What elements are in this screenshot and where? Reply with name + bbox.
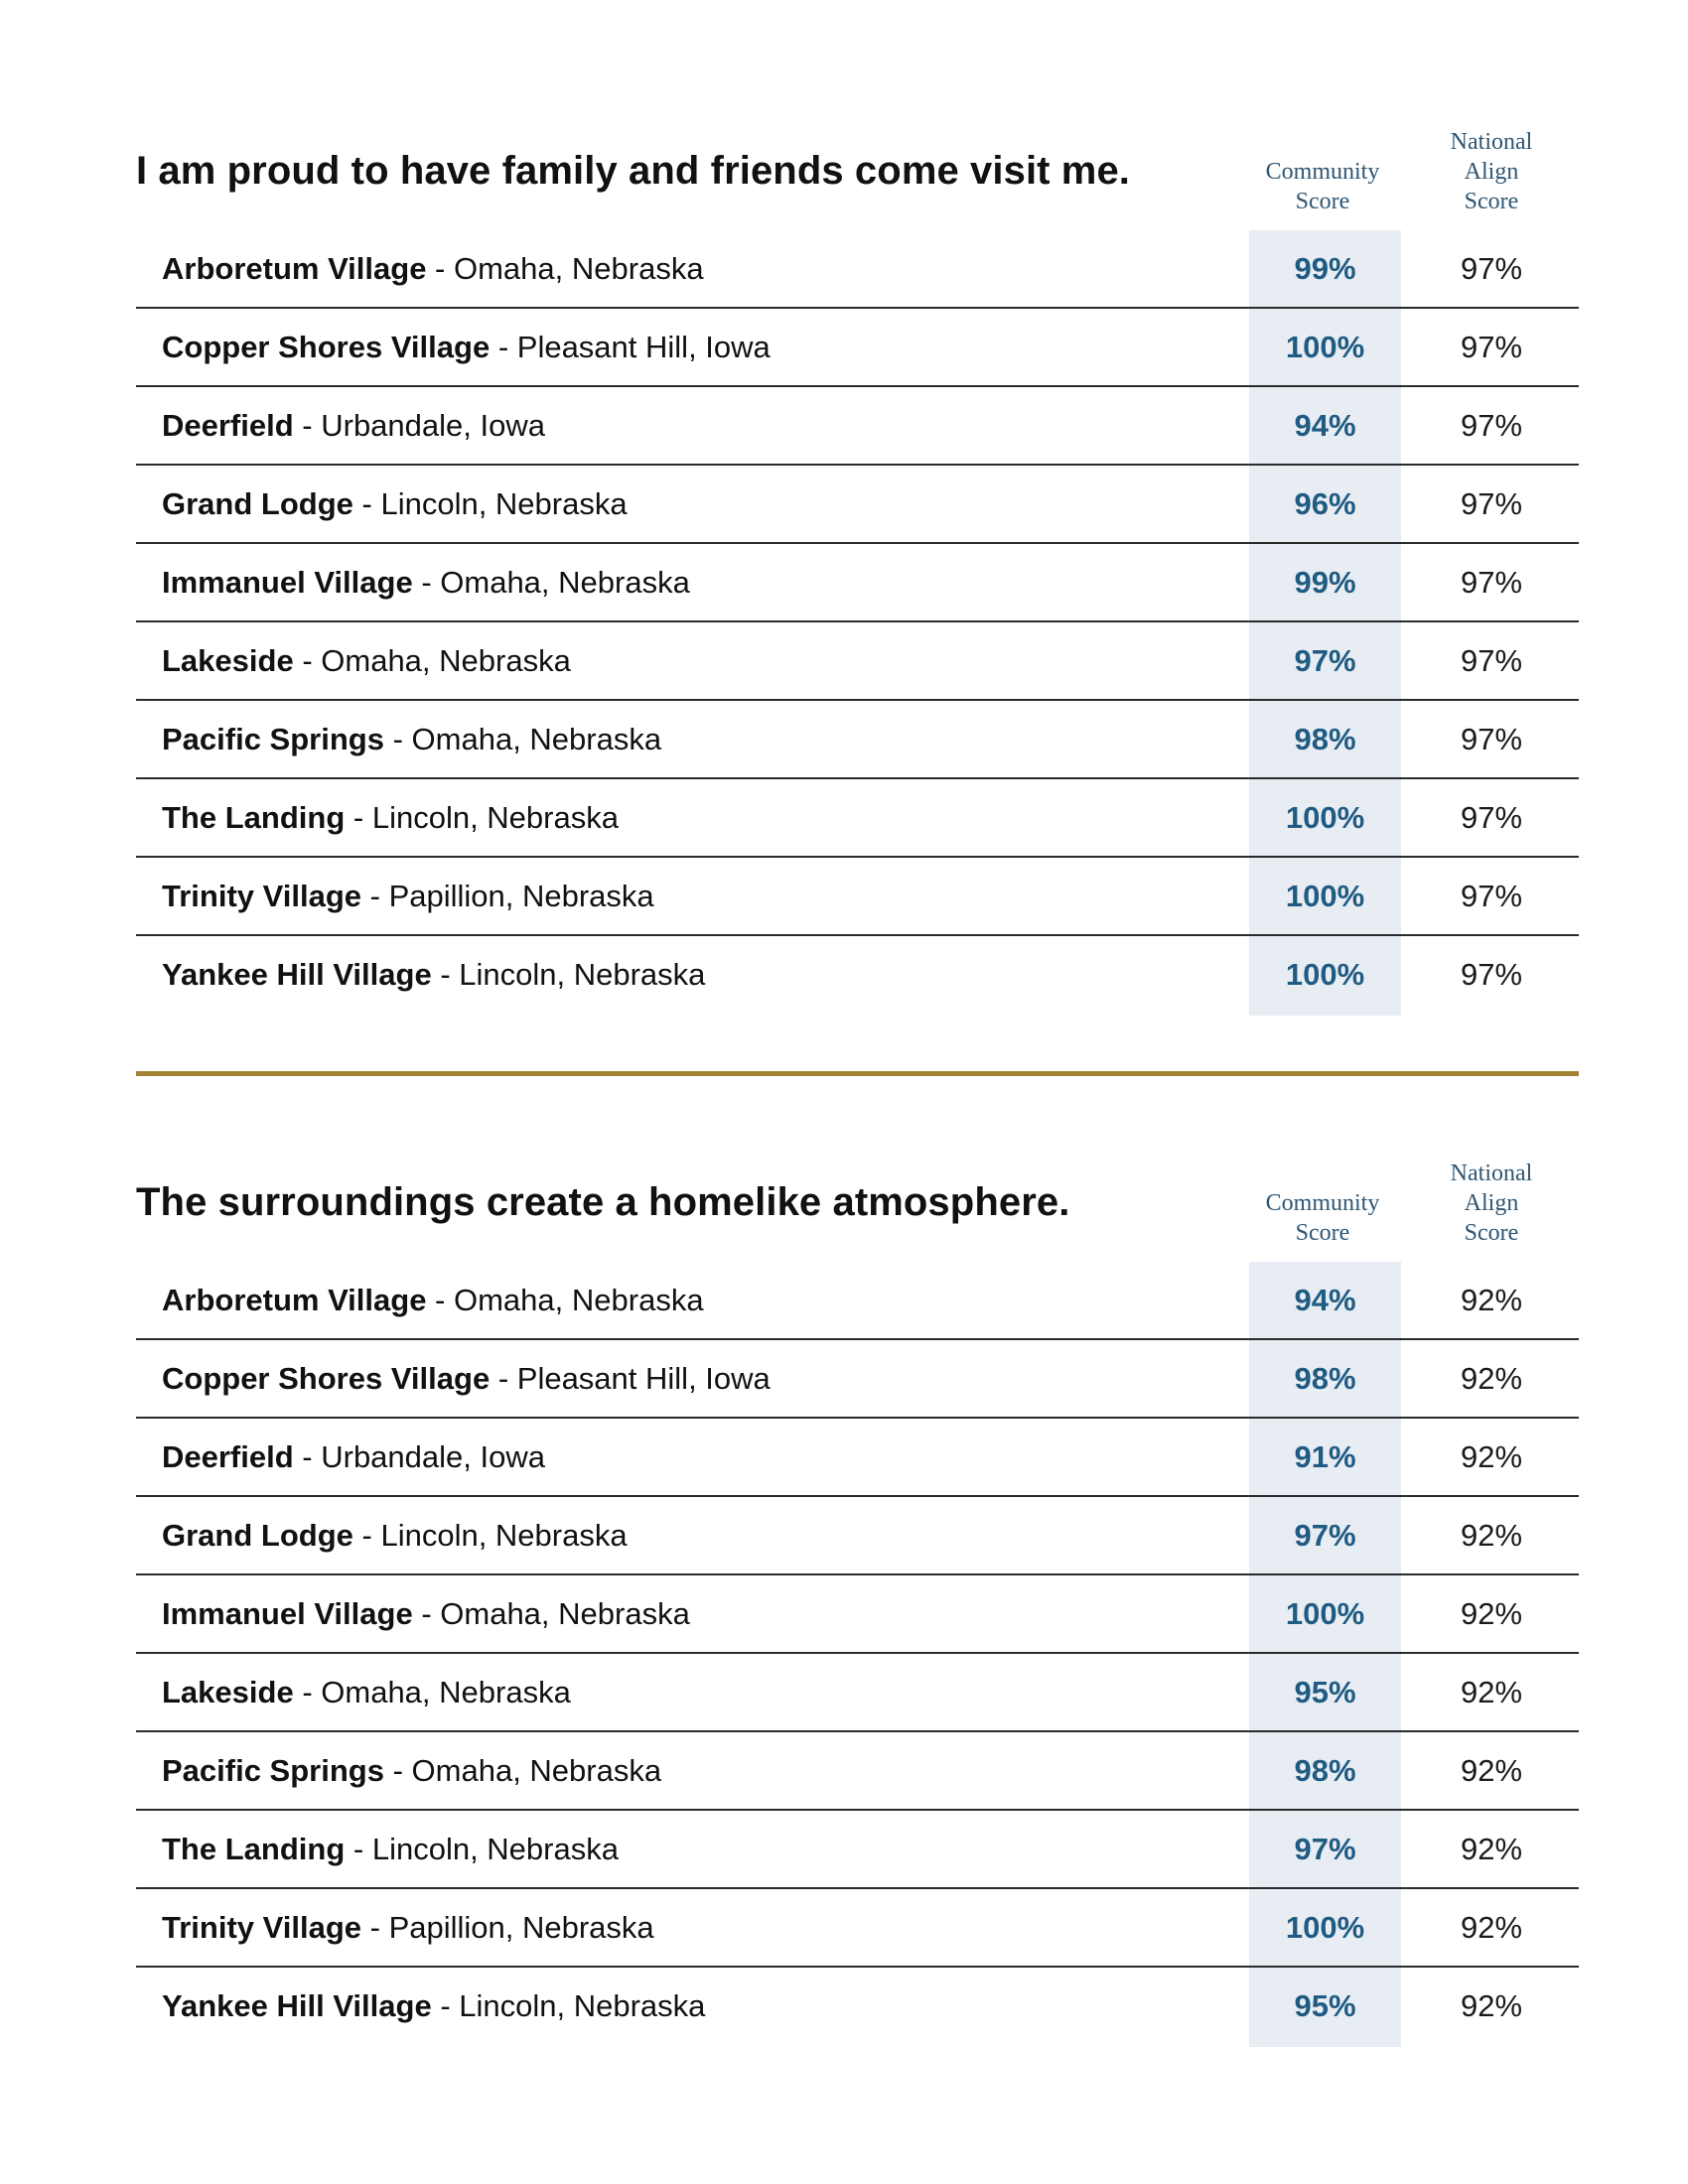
score-table [136,230,1579,1016]
community-score: 100% [1285,1910,1365,1945]
community-location: Omaha, Nebraska [321,1675,571,1709]
community-name: Pacific Springs - Omaha, Nebraska [162,722,662,756]
community-title: Pacific Springs [162,722,384,756]
table-row [136,779,1579,858]
community-score: 91% [1294,1439,1356,1474]
community-location: Urbandale, Iowa [321,1439,545,1474]
community-name: Pacific Springs - Omaha, Nebraska [162,1753,662,1788]
community-score: 98% [1294,1361,1356,1396]
community-title: Yankee Hill Village [162,1988,432,2023]
community-location: Urbandale, Iowa [321,408,545,443]
community-title: Arboretum Village [162,1283,427,1317]
table-row [136,1575,1579,1654]
section-header [136,1139,1579,1262]
community-location: Lincoln, Nebraska [459,957,706,992]
community-score: 95% [1294,1675,1356,1709]
table-row [136,858,1579,936]
community-location: Papillion, Nebraska [388,1910,654,1945]
community-name: Yankee Hill Village - Lincoln, Nebraska [162,1988,706,2023]
section-divider [136,1071,1579,1076]
table-row [136,309,1579,387]
community-location: Omaha, Nebraska [411,1753,662,1788]
question-title: I am proud to have family and friends come visit me. [136,149,1131,193]
community-location: Omaha, Nebraska [321,643,571,678]
community-score: 96% [1294,486,1356,521]
community-score: 97% [1294,1832,1356,1866]
community-location: Pleasant Hill, Iowa [516,330,771,364]
community-score: 94% [1294,1283,1356,1317]
national-align-score: 97% [1460,643,1523,678]
community-title: Trinity Village [162,879,362,913]
community-location: Papillion, Nebraska [388,879,654,913]
community-score: 100% [1285,800,1365,835]
community-location: Lincoln, Nebraska [371,800,619,835]
community-name: Copper Shores Village - Pleasant Hill, Iowa [162,330,771,364]
national-align-score: 92% [1460,1439,1523,1474]
community-name: Trinity Village - Papillion, Nebraska [162,1910,654,1945]
national-align-score: 97% [1460,565,1523,600]
community-title: Lakeside [162,643,294,678]
community-title: Copper Shores Village [162,1361,491,1396]
national-align-score-header: National Align Score [1450,1160,1533,1246]
national-align-score: 92% [1460,1988,1523,2023]
community-name: Lakeside - Omaha, Nebraska [162,643,571,678]
national-align-score: 97% [1460,486,1523,521]
community-score: 94% [1294,408,1356,443]
national-align-score: 92% [1460,1910,1523,1945]
section-header [136,107,1579,230]
community-location: Omaha, Nebraska [411,722,662,756]
community-score: 100% [1285,879,1365,913]
table-row [136,544,1579,622]
community-score-header: Community Score [1265,159,1380,214]
table-row [136,1419,1579,1497]
national-align-score: 92% [1460,1518,1523,1553]
table-row [136,1968,1579,2047]
community-location: Omaha, Nebraska [440,1596,690,1631]
community-title: Pacific Springs [162,1753,384,1788]
community-score: 99% [1294,251,1356,286]
community-name: The Landing - Lincoln, Nebraska [162,1832,619,1866]
community-location: Omaha, Nebraska [454,251,704,286]
community-score: 100% [1285,957,1365,992]
national-align-score: 92% [1460,1675,1523,1709]
table-row [136,1262,1579,1340]
community-location: Pleasant Hill, Iowa [516,1361,771,1396]
community-score: 100% [1285,1596,1365,1631]
table-row [136,1654,1579,1732]
table-row [136,1811,1579,1889]
community-name: Lakeside - Omaha, Nebraska [162,1675,571,1709]
community-name: Copper Shores Village - Pleasant Hill, Iowa [162,1361,771,1396]
community-name: Grand Lodge - Lincoln, Nebraska [162,1518,628,1553]
community-location: Lincoln, Nebraska [380,486,628,521]
community-name: Yankee Hill Village - Lincoln, Nebraska [162,957,706,992]
question-title: The surroundings create a homelike atmosphere. [136,1180,1070,1224]
national-align-score: 97% [1460,957,1523,992]
community-title: Grand Lodge [162,1518,353,1553]
score-table [136,1262,1579,2047]
national-align-score: 97% [1460,408,1523,443]
community-score: 97% [1294,643,1356,678]
national-align-score: 92% [1460,1283,1523,1317]
community-name: Arboretum Village - Omaha, Nebraska [162,1283,704,1317]
community-title: Trinity Village [162,1910,362,1945]
national-align-score: 97% [1460,330,1523,364]
national-align-score-header: National Align Score [1450,129,1533,214]
community-location: Omaha, Nebraska [454,1283,704,1317]
community-score: 95% [1294,1988,1356,2023]
table-row [136,387,1579,466]
community-title: Yankee Hill Village [162,957,432,992]
table-row [136,1497,1579,1575]
community-score: 99% [1294,565,1356,600]
community-location: Omaha, Nebraska [440,565,690,600]
national-align-score: 92% [1460,1753,1523,1788]
table-row [136,936,1579,1016]
community-title: The Landing [162,1832,346,1866]
table-row [136,230,1579,309]
community-title: Lakeside [162,1675,294,1709]
community-location: Lincoln, Nebraska [380,1518,628,1553]
table-row [136,1732,1579,1811]
national-align-score: 97% [1460,879,1523,913]
table-row [136,1889,1579,1968]
community-title: Grand Lodge [162,486,353,521]
survey-section [136,1139,1579,2047]
community-title: Copper Shores Village [162,330,491,364]
community-score: 97% [1294,1518,1356,1553]
community-location: Lincoln, Nebraska [371,1832,619,1866]
national-align-score: 97% [1460,251,1523,286]
table-row [136,701,1579,779]
community-score: 98% [1294,1753,1356,1788]
community-name: Trinity Village - Papillion, Nebraska [162,879,654,913]
community-score: 98% [1294,722,1356,756]
table-row [136,622,1579,701]
community-title: Arboretum Village [162,251,427,286]
community-title: Immanuel Village [162,565,413,600]
community-title: Deerfield [162,408,294,443]
community-name: Immanuel Village - Omaha, Nebraska [162,1596,690,1631]
table-row [136,1340,1579,1419]
national-align-score: 92% [1460,1596,1523,1631]
community-name: Arboretum Village - Omaha, Nebraska [162,251,704,286]
community-name: Immanuel Village - Omaha, Nebraska [162,565,690,600]
national-align-score: 97% [1460,722,1523,756]
community-title: Immanuel Village [162,1596,413,1631]
community-name: The Landing - Lincoln, Nebraska [162,800,619,835]
community-location: Lincoln, Nebraska [459,1988,706,2023]
community-name: Grand Lodge - Lincoln, Nebraska [162,486,628,521]
community-title: The Landing [162,800,346,835]
community-score-header: Community Score [1265,1190,1380,1246]
survey-section [136,107,1579,1016]
community-name: Deerfield - Urbandale, Iowa [162,1439,545,1474]
community-title: Deerfield [162,1439,294,1474]
community-name: Deerfield - Urbandale, Iowa [162,408,545,443]
table-row [136,466,1579,544]
national-align-score: 92% [1460,1832,1523,1866]
national-align-score: 92% [1460,1361,1523,1396]
national-align-score: 97% [1460,800,1523,835]
community-score: 100% [1285,330,1365,364]
